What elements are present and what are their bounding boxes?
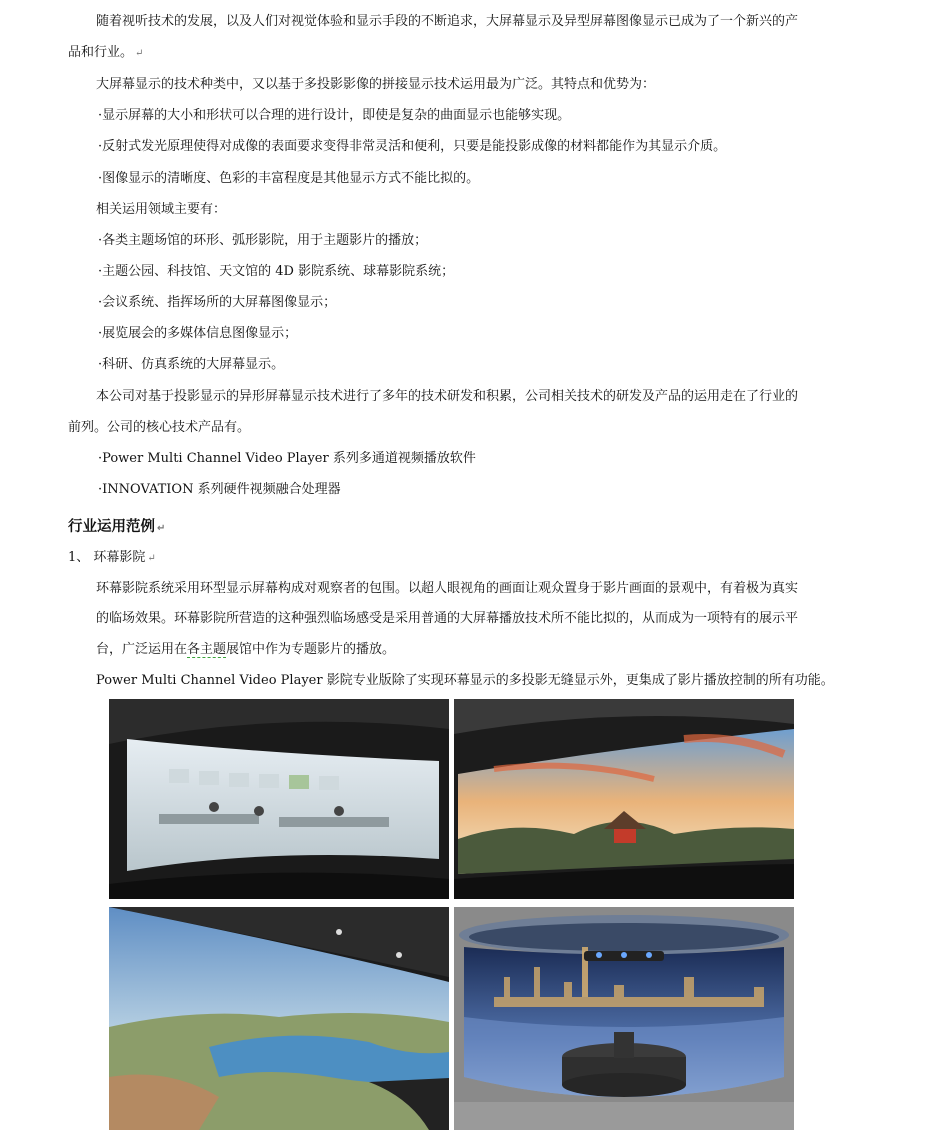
sub-heading-text: 1、 环幕影院 xyxy=(68,550,146,565)
paragraph-mark: ↵ xyxy=(147,553,156,564)
paragraph-mark: ↵ xyxy=(135,48,144,59)
ring-cinema-line-2: 的临场效果。环幕影院所营造的这种强烈临场感受是采用普通的大屏幕播放技术所不能比拟的，从而成为一项特有的展示平 xyxy=(96,611,799,626)
area-item-3: ·会议系统、指挥场所的大屏幕图像显示； xyxy=(98,295,337,310)
feature-item-1: ·显示屏幕的大小和形状可以合理的进行设计，即使是复杂的曲面显示也能够实现。 xyxy=(98,108,571,123)
feature-item-2: ·反射式发光原理使得对成像的表面要求变得非常灵活和便利，只要是能投影成像的材料都能作为其显示介质。 xyxy=(98,139,727,154)
ring-cinema-line-3 xyxy=(96,634,886,665)
area-item-2: ·主题公园、科技馆、天文馆的 4D 影院系统、球幕影院系统； xyxy=(98,264,455,279)
ring-line-3-part-1: 台，广泛运用在 xyxy=(96,642,188,657)
ring-line-3-part-2: 展馆中作为专题影片的播放。 xyxy=(226,642,396,657)
section-heading-text: 行业运用范例 xyxy=(68,519,155,535)
player-paragraph: Power Multi Channel Video Player 影院专业版除了实现环幕显示的多投影无缝显示外，更集成了影片播放控制的所有功能。 xyxy=(96,673,834,688)
intro-paragraph-line-2 xyxy=(68,37,858,69)
photo-curved-screen-office xyxy=(109,699,449,899)
photo-ring-cinema-render xyxy=(454,907,794,1130)
company-paragraph-line-1: 本公司对基于投影显示的异形屏幕显示技术进行了多年的技术研发和积累，公司相关技术的研发及产品的运用走在了行业的 xyxy=(96,389,799,404)
grammar-flag-text: 各主题 xyxy=(187,642,227,657)
sub-heading xyxy=(68,542,858,574)
area-item-4: ·展览展会的多媒体信息图像显示； xyxy=(98,326,298,341)
company-paragraph-line-2: 前列。公司的核心技术产品有。 xyxy=(68,420,251,435)
paragraph-mark: ↵ xyxy=(157,523,166,534)
ring-cinema-line-1: 环幕影院系统采用环型显示屏幕构成对观察者的包围。以超人眼视角的画面让观众置身于影片画面的景观中，有着极为真实 xyxy=(96,581,799,596)
area-item-1: ·各类主题场馆的环形、弧形影院，用于主题影片的播放； xyxy=(98,233,428,248)
area-item-5: ·科研、仿真系统的大屏幕显示。 xyxy=(98,357,285,372)
product-item-1: ·Power Multi Channel Video Player 系列多通道视频播放软件 xyxy=(98,451,476,466)
photo-curved-screen-city-river xyxy=(109,907,449,1130)
intro-paragraph-line-1: 随着视听技术的发展，以及人们对视觉体验和显示手段的不断追求，大屏幕显示及异型屏幕图像显示已成为了一个新兴的产 xyxy=(96,14,799,29)
section-heading xyxy=(68,515,165,541)
areas-intro: 相关运用领域主要有： xyxy=(96,202,227,217)
product-item-2: ·INNOVATION 系列硬件视频融合处理器 xyxy=(98,482,341,497)
intro-paragraph-text: 品和行业。 xyxy=(68,45,134,60)
technology-paragraph: 大屏幕显示的技术种类中，又以基于多投影影像的拼接显示技术运用最为广泛。其特点和优势为： xyxy=(96,77,656,92)
photo-curved-screen-sunset xyxy=(454,699,794,899)
feature-item-3: ·图像显示的清晰度、色彩的丰富程度是其他显示方式不能比拟的。 xyxy=(98,171,480,186)
